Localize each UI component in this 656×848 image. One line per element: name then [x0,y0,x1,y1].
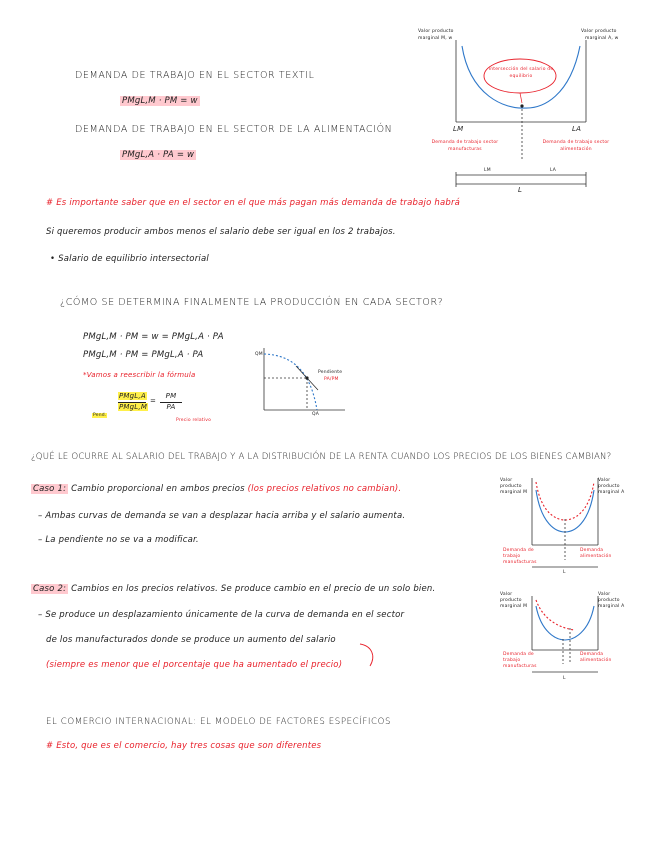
caso2-left-axis-label: Valor producto marginal M [500,592,528,609]
main-bracket-l-label: L [518,186,523,194]
main-bracket-lm-label: LM [484,168,491,173]
si-queremos-note: Si queremos producir ambos menos el salario debe ser igual en los 2 trabajos. [46,227,396,237]
main-bracket-la-label: LA [550,168,557,173]
ppf-point-label: Pendiente [318,370,343,375]
caso1-text: Cambio proporcional en ambos precios [71,484,245,494]
main-left-axis-title: Valor producto [418,29,454,34]
main-right-axis-sub: marginal A, w [585,36,619,41]
main-left-note: Demanda de trabajo sector manufacturas [431,140,499,152]
fraction-equals: = [150,397,157,405]
fraction-right-note: Precio relativo [176,418,212,423]
caso1-line2: – La pendiente no se va a modificar. [38,535,199,545]
formula-2: PMgL,M · PM = PMgL,A · PA [83,350,204,360]
fraction-rhs-den: PA [166,403,176,411]
caso1-bottom-label: L [563,570,566,575]
pregunta-salario: ¿QUÉ LE OCURRE AL SALARIO DEL TRABAJO Y A LA DISTRIBUCIÓN DE LA RENTA CUANDO LOS PRECIOS DE LOS BIENES CAMBIAN? [31,452,612,462]
ppf-x-label: QA [312,412,320,417]
caso2-shifted-curve [536,600,574,630]
caso2-bottom-label: L [563,676,566,681]
formula-1: PMgL,M · PM = w = PMgL,A · PA [83,332,224,342]
main-right-note: Demanda de trabajo sector alimentación [542,140,610,152]
main-la-label: LA [572,125,582,133]
caso2-left-note: Demanda de trabajo manufacturas [503,652,537,669]
ppf-point-note: PA/PM [324,377,339,382]
demanda-textil-heading: DEMANDA DE TRABAJO EN EL SECTOR TEXTIL [75,70,315,81]
final-note: # Esto, que es el comercio, hay tres cosas que son diferentes [46,741,322,751]
comercio-heading: EL COMERCIO INTERNACIONAL: EL MODELO DE FACTORES ESPECÍFICOS [46,717,392,727]
caso2-line1: – Se produce un desplazamiento únicamente de la curva de demanda en el sector [38,610,405,620]
caso1-left-axis-label: Valor producto marginal M [500,478,528,495]
main-left-axis-sub: marginal M, w [418,36,453,41]
main-lm-label: LM [453,125,464,133]
formula-alimentacion: PMgL,A · PA = w [122,150,195,160]
caso2-right-note: Demanda alimentación [580,652,612,663]
fraction-den: PMgL,M [119,403,148,411]
caso1-paren: (los precios relativos no cambian). [247,484,402,494]
bullet-equilibrio: • Salario de equilibrio intersectorial [50,254,209,264]
caso2-right-axis-label: Valor producto marginal A [598,592,625,609]
caso1-right-note: Demanda alimentación [580,548,612,559]
fraction-num: PMgL,A [119,392,146,400]
importante-note: # Es importante saber que en el sector en el que más pagan más demanda de trabajo habrá [46,198,461,208]
caso2-line2: de los manufacturados donde se produce un aumento del salario [46,635,336,645]
caso2-text: Cambios en los precios relativos. Se produce cambio en el precio de un solo bien. [71,584,436,594]
main-center-label: Intersección del salario de equilibrio [488,67,554,79]
caso2-paren: (siempre es menor que el porcentaje que ha aumentado el precio) [46,660,343,670]
vamos-a-reescribir: *Vamos a reescribir la fórmula [83,371,196,379]
caso1-label: Caso 1: [33,484,67,494]
caso1-left-note: Demanda de trabajo manufacturas [503,548,537,565]
caso1-right-axis-label: Valor producto marginal A [598,478,625,495]
main-right-axis-title: Valor producto [581,29,617,34]
caso1-line1: – Ambas curvas de demanda se van a desplazar hacia arriba y el salario aumenta. [38,511,406,521]
pregunta-produccion: ¿CÓMO SE DETERMINA FINALMENTE LA PRODUCCIÓN EN CADA SECTOR? [60,297,444,308]
fraction-rhs-num: PM [165,392,177,400]
demanda-alimentacion-heading: DEMANDA DE TRABAJO EN EL SECTOR DE LA ALIMENTACIÓN [75,124,393,135]
caso2-label: Caso 2: [33,584,67,594]
caso2-original-curves [536,606,594,640]
formula-textil: PMgL,M · PM = w [122,96,198,106]
ppf-y-label: QM [255,352,263,357]
fraction-left-note: Pend. [93,413,107,418]
